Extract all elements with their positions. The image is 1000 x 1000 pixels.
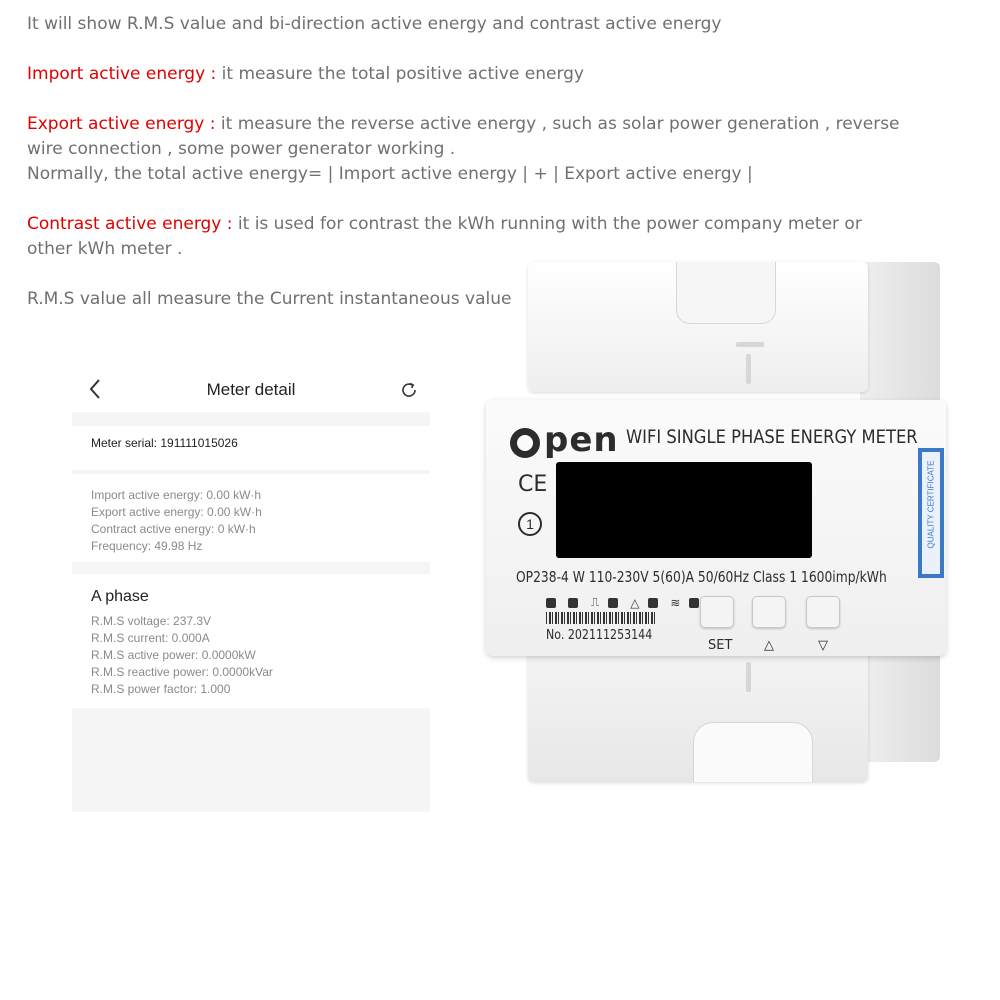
export-line-2: wire connection , some power generator working . — [27, 139, 456, 159]
ce-mark: CE — [518, 472, 548, 497]
contract-energy-value: Contract active energy: 0 kW·h — [91, 522, 256, 536]
rms-power-factor: R.M.S power factor: 1.000 — [91, 682, 231, 696]
warning-icon: △ — [630, 595, 640, 610]
indicator-row — [546, 594, 707, 608]
down-button[interactable] — [806, 596, 840, 628]
up-button[interactable] — [752, 596, 786, 628]
frequency-value: Frequency: 49.98 Hz — [91, 539, 203, 553]
logo-o-icon — [510, 428, 540, 458]
import-energy-value: Import active energy: 0.00 kW·h — [91, 488, 262, 502]
meter-top-housing — [528, 262, 868, 392]
wifi-icon: ≋ — [670, 595, 681, 610]
export-description: it measure the reverse active energy , such as solar power generation , reverse — [215, 114, 900, 134]
meter-serial: Meter serial: 191111015026 — [91, 436, 238, 450]
set-button[interactable] — [700, 596, 734, 628]
export-energy-value: Export active energy: 0.00 kW·h — [91, 505, 262, 519]
vent-slot — [746, 354, 751, 384]
energy-meter-device — [480, 262, 960, 782]
contrast-description: it is used for contrast the kWh running with the power company meter or — [232, 214, 862, 234]
sticker-text: QUALITY CERTIFICATE — [926, 460, 936, 549]
pulse-icon: ⎍ — [590, 595, 600, 610]
led-indicator — [568, 598, 578, 608]
import-line — [27, 62, 927, 87]
contrast-label: Contrast active energy : — [27, 214, 233, 234]
contrast-line — [27, 212, 927, 237]
serial-card — [72, 426, 430, 470]
refresh-icon[interactable] — [400, 381, 418, 399]
phase-card — [72, 574, 430, 708]
led-indicator — [648, 598, 658, 608]
import-label: Import active energy : — [27, 64, 217, 84]
total-energy-line: Normally, the total active energy= | Import active energy | + | Export active energy | — [27, 164, 753, 184]
rms-reactive-power: R.M.S reactive power: 0.0000kVar — [91, 665, 273, 679]
export-line — [27, 112, 927, 137]
page-title: Meter detail — [206, 380, 296, 399]
din-clip-bottom — [693, 722, 813, 782]
rms-active-power: R.M.S active power: 0.0000kW — [91, 648, 256, 662]
quality-certificate-sticker — [918, 448, 944, 578]
led-indicator — [546, 598, 556, 608]
lcd-display — [556, 462, 812, 558]
app-header — [72, 368, 430, 412]
barcode — [546, 612, 656, 624]
rms-line: R.M.S value all measure the Current instantaneous value — [27, 289, 512, 309]
set-button-label: SET — [708, 638, 733, 653]
led-indicator — [608, 598, 618, 608]
intro-line: It will show R.M.S value and bi-direction active energy and contrast active energy — [27, 14, 722, 34]
class-mark: 1 — [518, 512, 542, 536]
rms-current: R.M.S current: 0.000A — [91, 631, 210, 645]
import-description: it measure the total positive active energy — [216, 64, 584, 84]
contrast-line-2: other kWh meter . — [27, 239, 183, 259]
meter-heading: WIFI SINGLE PHASE ENERGY METER — [626, 426, 918, 448]
meter-bottom-housing — [528, 642, 868, 782]
export-label: Export active energy : — [27, 114, 216, 134]
energy-card — [72, 474, 430, 562]
meter-spec: OP238-4 W 110-230V 5(60)A 50/60Hz Class 1 1600imp/kWh — [516, 568, 887, 586]
brand-text: pen — [544, 420, 619, 460]
phase-title: A phase — [91, 588, 149, 605]
led-indicator — [689, 598, 699, 608]
up-button-label: △ — [764, 638, 774, 653]
rms-voltage: R.M.S voltage: 237.3V — [91, 614, 212, 628]
meter-serial-number: No. 202111253144 — [546, 628, 653, 643]
vent-slot — [746, 662, 751, 692]
brand-logo — [510, 420, 619, 460]
down-button-label: ▽ — [818, 638, 828, 653]
vent-slot — [736, 342, 764, 347]
din-clip-top — [676, 262, 776, 324]
meter-detail-screen — [72, 368, 430, 812]
meter-front-panel — [486, 400, 946, 656]
